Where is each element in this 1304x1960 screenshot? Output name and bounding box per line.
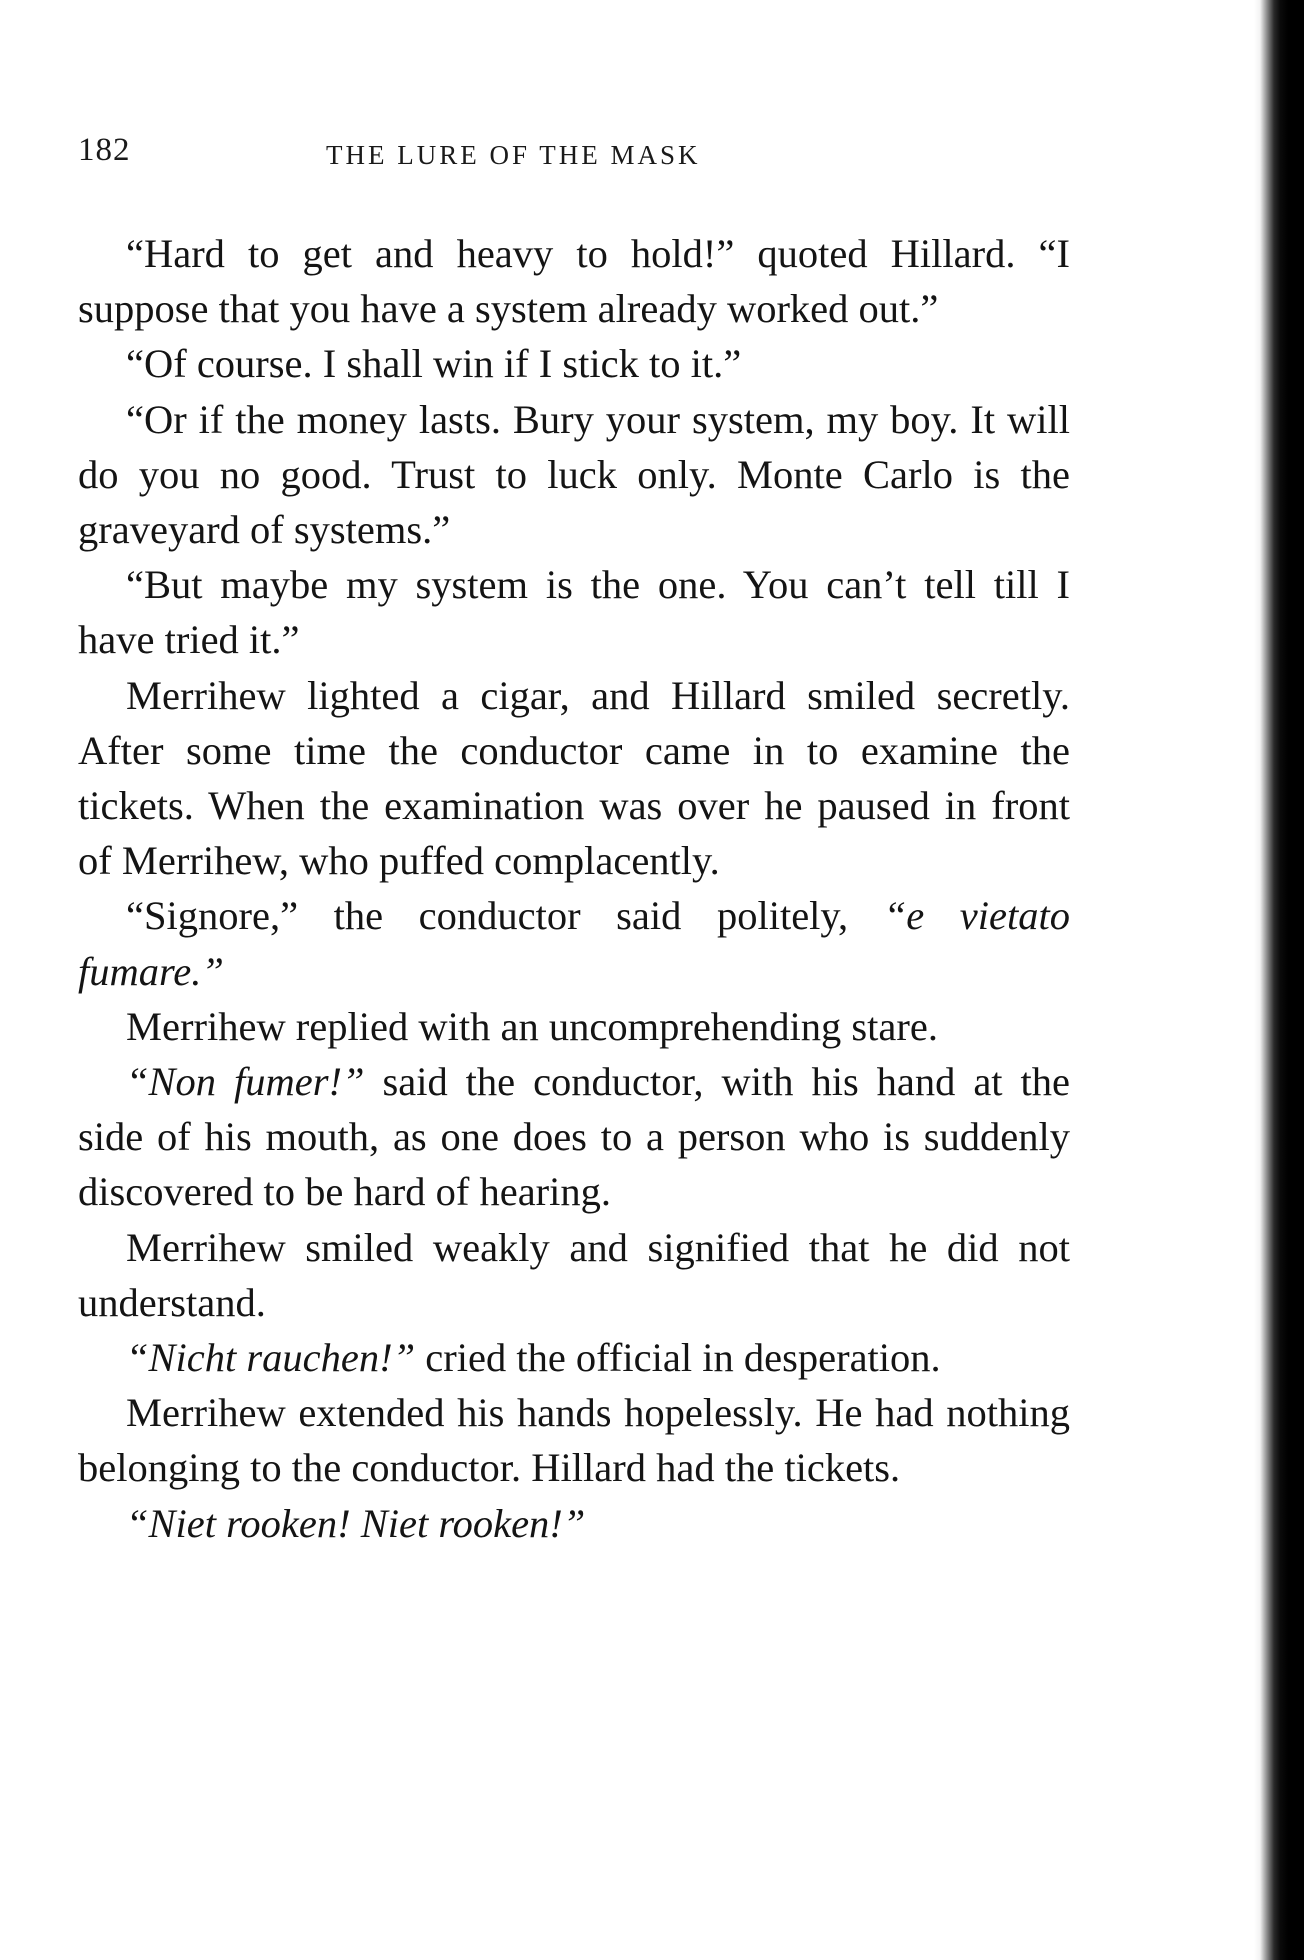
italic-text-segment: “Nicht rauchen!” — [126, 1335, 416, 1381]
running-head — [78, 132, 868, 182]
binding-edge — [1254, 0, 1304, 1960]
text-segment: Merrihew lighted a cigar, and Hillard smiled secretly. After some time the conductor came in to examine the tickets. When the examination was over he paused in front of Merrihew, who puffed complacently. — [78, 672, 1070, 884]
text-segment: “Of course. I shall win if I stick to it.” — [126, 341, 742, 387]
paragraph — [78, 888, 1070, 998]
text-segment: “Signore,” the conductor said politely, — [126, 893, 884, 939]
paragraph — [78, 557, 1070, 667]
paragraph — [78, 1054, 1070, 1220]
paragraph — [78, 392, 1070, 558]
book-title: THE LURE OF THE MASK — [326, 140, 701, 170]
paragraph — [78, 1220, 1070, 1330]
text-segment: “Hard to get and heavy to hold!” quoted Hillard. “I suppose that you have a system already worked out.” — [78, 231, 1070, 332]
italic-text-segment: “Niet rooken! Niet rooken!” — [126, 1500, 586, 1546]
text-segment: Merrihew replied with an uncomprehending stare. — [126, 1003, 938, 1049]
text-segment: Merrihew smiled weakly and signified that he did not understand. — [78, 1224, 1070, 1325]
paragraph — [78, 1330, 1070, 1385]
text-segment: cried the official in desperation. — [415, 1335, 941, 1381]
italic-text-segment: “Non fumer!” — [126, 1059, 365, 1105]
paragraph — [78, 999, 1070, 1054]
text-segment: “Or if the money lasts. Bury your system, my boy. It will do you no good. Trust to luck only. Monte Carlo is the graveyard of systems.” — [78, 396, 1070, 553]
paragraph — [78, 336, 1070, 391]
page-number: 182 — [78, 132, 131, 168]
text-segment: Merrihew extended his hands hopelessly. He had nothing belonging to the conductor. Hillard had the tickets. — [78, 1390, 1070, 1491]
body-text — [78, 226, 1070, 1551]
italic-text-segment: “e vietato fumare.” — [78, 893, 1070, 994]
paragraph — [78, 668, 1070, 889]
text-segment: said the conductor, with his hand at the side of his mouth, as one does to a person who is suddenly discovered to be hard of hearing. — [78, 1059, 1070, 1215]
paragraph — [78, 1496, 1070, 1551]
paragraph — [78, 226, 1070, 336]
paragraph — [78, 1385, 1070, 1495]
text-segment: “But maybe my system is the one. You can’t tell till I have tried it.” — [78, 562, 1070, 663]
